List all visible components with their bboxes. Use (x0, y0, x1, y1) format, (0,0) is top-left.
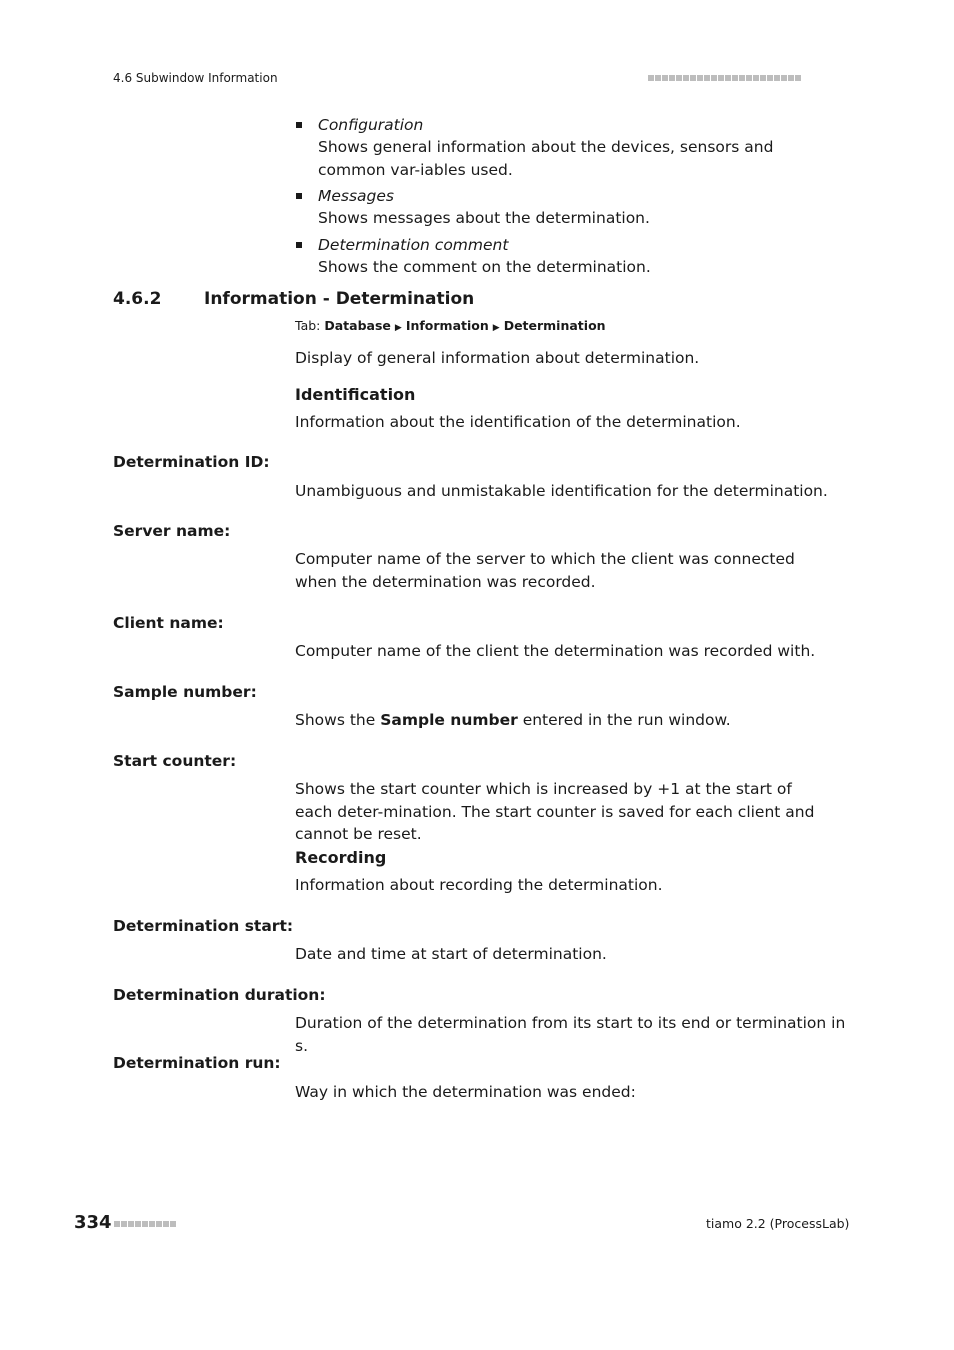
field-desc: Computer name of the server to which the client was connected when the determination was recorded. (295, 550, 795, 591)
tab-path-item: Determination (503, 318, 606, 333)
bullet-term: Messages (318, 187, 395, 205)
field-label: Determination ID: (113, 453, 270, 471)
field-label: Client name: (113, 614, 224, 632)
field-desc: Shows the start counter which is increased by +1 at the start of each deter-mination. The start counter is saved for each client and cannot be reset. (295, 780, 815, 843)
bullet-list (296, 114, 836, 282)
running-header: 4.6 Subwindow Information (113, 71, 278, 85)
field-desc: Unambiguous and unmistakable identification for the determination. (295, 482, 828, 500)
tab-prefix: Tab: (295, 318, 321, 333)
subheading-recording: Recording (295, 848, 387, 867)
bullet-icon (296, 122, 302, 128)
tab-path-item: Information (405, 318, 489, 333)
list-item (296, 185, 836, 230)
field-label: Determination duration: (113, 986, 326, 1004)
recording-text: Information about recording the determination. (295, 876, 663, 894)
identification-text: Information about the identification of the determination. (295, 413, 741, 431)
field-desc: Date and time at start of determination. (295, 945, 607, 963)
tab-path-item: Database (324, 318, 391, 333)
triangle-right-icon: ▶ (394, 323, 402, 333)
bullet-term: Configuration (318, 116, 424, 134)
page-number: 334 (74, 1212, 112, 1233)
tab-path (295, 318, 606, 333)
desc-text: entered in the run window. (517, 711, 731, 729)
section-intro: Display of general information about determination. (295, 349, 700, 367)
header-decoration (648, 75, 801, 81)
bullet-term: Determination comment (318, 235, 509, 254)
desc-text: Shows the (295, 711, 381, 729)
footer-decoration (114, 1221, 176, 1227)
field-label: Determination start: (113, 917, 294, 935)
bullet-desc: Shows messages about the determination. (318, 209, 650, 227)
list-item (296, 234, 836, 279)
field-label: Start counter: (113, 752, 237, 770)
section-title: Information - Determination (204, 289, 475, 309)
bullet-icon (296, 193, 302, 199)
field-label: Server name: (113, 522, 231, 540)
section-number: 4.6.2 (113, 289, 162, 309)
field-desc (295, 709, 835, 732)
desc-emphasis: Sample number (380, 711, 518, 729)
field-desc: Computer name of the client the determination was recorded with. (295, 642, 816, 660)
field-label: Determination run: (113, 1054, 281, 1072)
field-desc: Way in which the determination was ended: (295, 1083, 636, 1101)
field-desc: Duration of the determination from its start to its end or termination in s. (295, 1014, 846, 1055)
subheading-identification: Identification (295, 385, 416, 404)
bullet-desc: Shows the comment on the determination. (318, 257, 651, 276)
bullet-icon (296, 242, 302, 248)
field-label: Sample number: (113, 683, 257, 701)
list-item (296, 114, 836, 181)
triangle-right-icon: ▶ (492, 323, 500, 333)
product-name: tiamo 2.2 (ProcessLab) (706, 1216, 850, 1231)
bullet-desc: Shows general information about the devices, sensors and common var-iables used. (318, 138, 774, 179)
